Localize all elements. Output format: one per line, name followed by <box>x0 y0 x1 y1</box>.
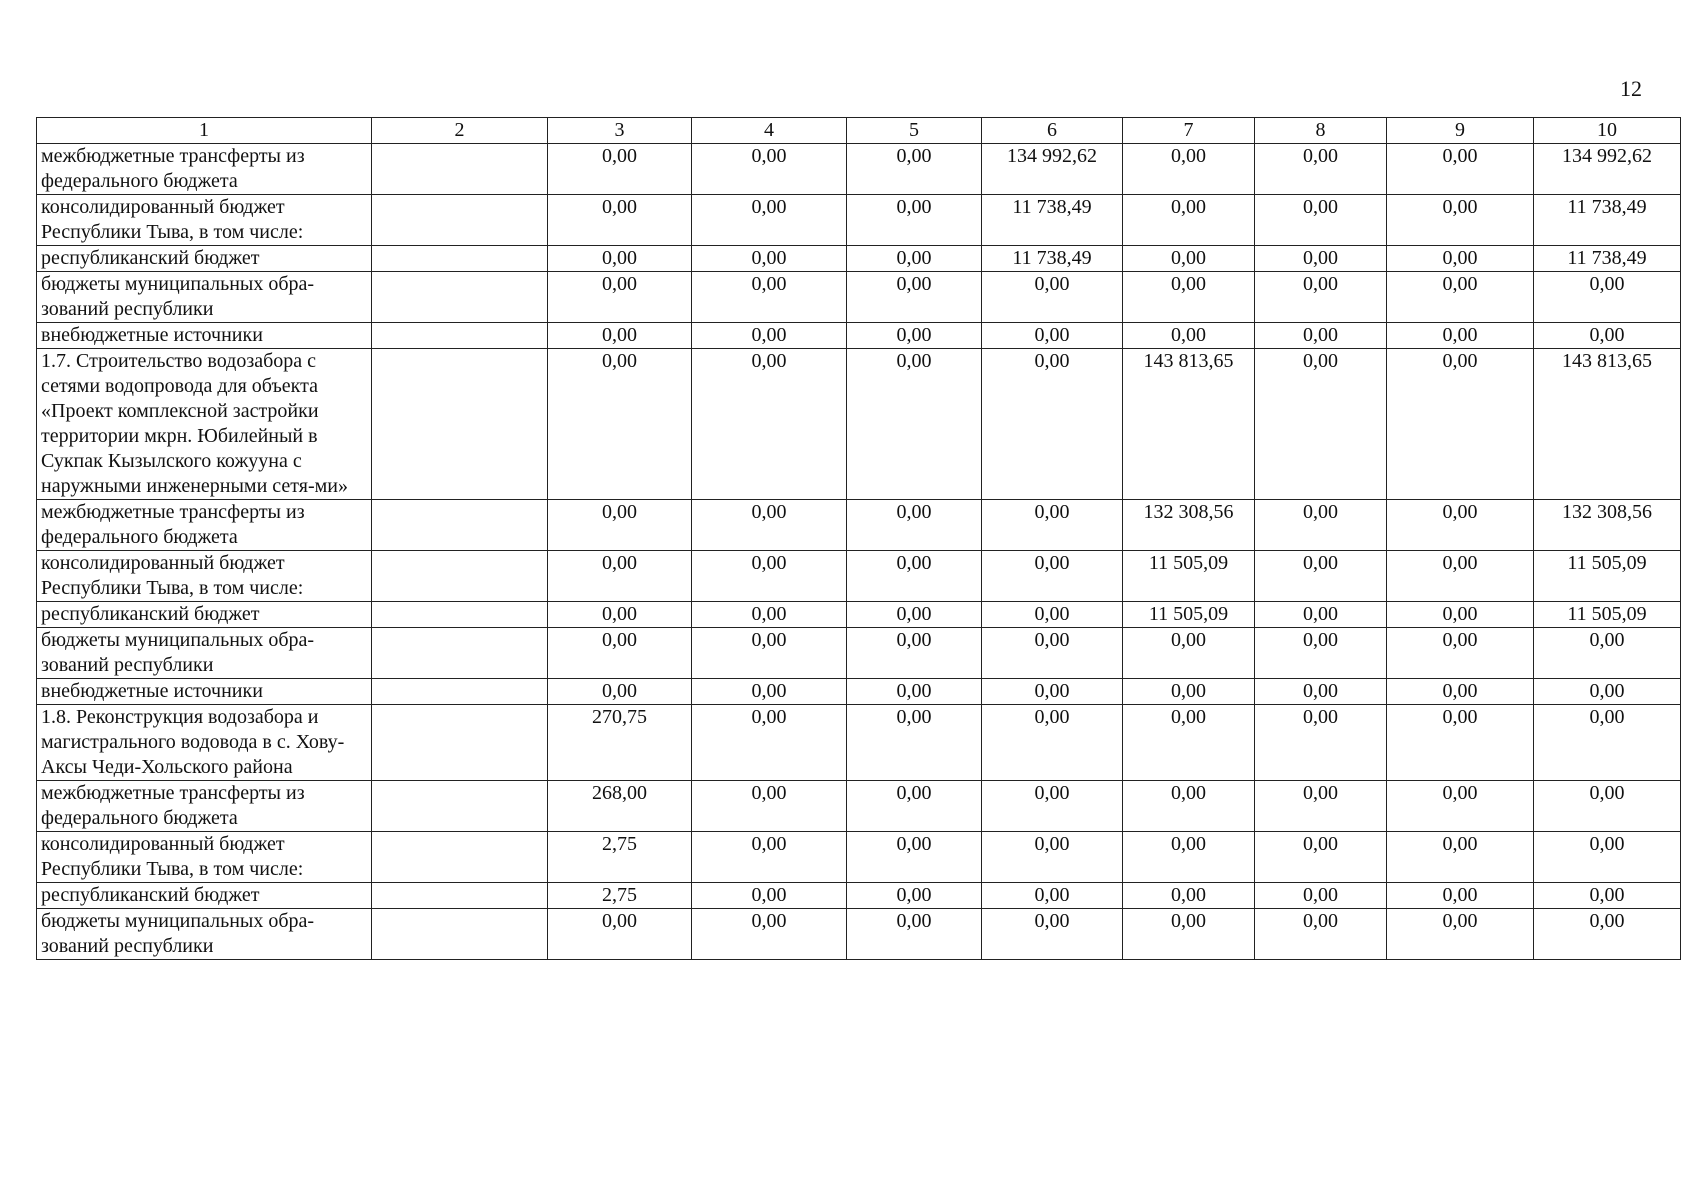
value-cell: 0,00 <box>847 246 982 272</box>
value-cell: 0,00 <box>1387 909 1534 960</box>
value-cell: 0,00 <box>548 195 692 246</box>
value-cell: 0,00 <box>847 832 982 883</box>
value-cell: 0,00 <box>1123 832 1255 883</box>
value-cell: 0,00 <box>1255 909 1387 960</box>
value-cell: 0,00 <box>1123 679 1255 705</box>
row-label: 1.8. Реконструкция водозабора и магистрального водовода в с. Хову-Аксы Чеди-Хольского района <box>37 705 372 781</box>
value-cell: 0,00 <box>692 832 847 883</box>
value-cell: 0,00 <box>982 781 1123 832</box>
value-cell: 0,00 <box>1534 628 1681 679</box>
row-col2-cell <box>372 909 548 960</box>
row-label: бюджеты муниципальных обра-зований республики <box>37 909 372 960</box>
value-cell: 0,00 <box>1123 246 1255 272</box>
value-cell: 0,00 <box>982 705 1123 781</box>
table-row <box>37 705 1681 781</box>
value-cell: 0,00 <box>692 500 847 551</box>
row-label: республиканский бюджет <box>37 602 372 628</box>
value-cell: 0,00 <box>847 909 982 960</box>
value-cell: 0,00 <box>1123 781 1255 832</box>
column-header: 10 <box>1534 118 1681 144</box>
value-cell: 0,00 <box>1255 272 1387 323</box>
value-cell: 0,00 <box>982 500 1123 551</box>
column-number-row <box>37 118 1681 144</box>
value-cell: 11 505,09 <box>1534 551 1681 602</box>
value-cell: 0,00 <box>847 349 982 500</box>
value-cell: 0,00 <box>1255 323 1387 349</box>
row-label: межбюджетные трансферты из федерального бюджета <box>37 781 372 832</box>
value-cell: 0,00 <box>692 272 847 323</box>
value-cell: 0,00 <box>1255 628 1387 679</box>
value-cell: 0,00 <box>1387 272 1534 323</box>
value-cell: 0,00 <box>982 272 1123 323</box>
table-row <box>37 679 1681 705</box>
value-cell: 0,00 <box>1387 679 1534 705</box>
value-cell: 0,00 <box>1255 551 1387 602</box>
value-cell: 270,75 <box>548 705 692 781</box>
value-cell: 0,00 <box>1255 883 1387 909</box>
value-cell: 0,00 <box>1387 781 1534 832</box>
table-row <box>37 909 1681 960</box>
column-header: 1 <box>37 118 372 144</box>
value-cell: 134 992,62 <box>1534 144 1681 195</box>
row-col2-cell <box>372 883 548 909</box>
row-col2-cell <box>372 195 548 246</box>
value-cell: 0,00 <box>548 323 692 349</box>
row-col2-cell <box>372 349 548 500</box>
value-cell: 0,00 <box>847 195 982 246</box>
column-header: 2 <box>372 118 548 144</box>
value-cell: 0,00 <box>847 144 982 195</box>
value-cell: 0,00 <box>847 781 982 832</box>
table-row <box>37 272 1681 323</box>
value-cell: 11 505,09 <box>1534 602 1681 628</box>
value-cell: 0,00 <box>692 195 847 246</box>
table-row <box>37 246 1681 272</box>
value-cell: 0,00 <box>1255 195 1387 246</box>
row-col2-cell <box>372 144 548 195</box>
row-label: бюджеты муниципальных обра-зований республики <box>37 272 372 323</box>
value-cell: 0,00 <box>1387 602 1534 628</box>
table-row <box>37 832 1681 883</box>
value-cell: 11 738,49 <box>982 246 1123 272</box>
value-cell: 0,00 <box>1123 272 1255 323</box>
column-header: 3 <box>548 118 692 144</box>
value-cell: 0,00 <box>1123 628 1255 679</box>
value-cell: 0,00 <box>1534 679 1681 705</box>
value-cell: 0,00 <box>692 349 847 500</box>
value-cell: 0,00 <box>982 909 1123 960</box>
value-cell: 0,00 <box>1123 909 1255 960</box>
value-cell: 0,00 <box>1534 883 1681 909</box>
value-cell: 0,00 <box>982 349 1123 500</box>
value-cell: 0,00 <box>847 500 982 551</box>
value-cell: 11 505,09 <box>1123 602 1255 628</box>
row-col2-cell <box>372 832 548 883</box>
budget-table <box>36 117 1681 960</box>
row-label: республиканский бюджет <box>37 246 372 272</box>
row-label: внебюджетные источники <box>37 323 372 349</box>
value-cell: 0,00 <box>982 679 1123 705</box>
table-row <box>37 602 1681 628</box>
row-col2-cell <box>372 272 548 323</box>
value-cell: 0,00 <box>692 679 847 705</box>
row-label: 1.7. Строительство водозабора с сетями водопровода для объекта «Проект комплексной застройки территории мкрн. Юбилейный в Сукпак Кызылского кожууна с наружными инженерными сетя-ми» <box>37 349 372 500</box>
value-cell: 0,00 <box>1255 246 1387 272</box>
table-row <box>37 628 1681 679</box>
value-cell: 0,00 <box>692 323 847 349</box>
value-cell: 132 308,56 <box>1534 500 1681 551</box>
row-label: консолидированный бюджет Республики Тыва, в том числе: <box>37 551 372 602</box>
value-cell: 0,00 <box>847 883 982 909</box>
value-cell: 0,00 <box>1123 144 1255 195</box>
value-cell: 0,00 <box>1387 323 1534 349</box>
row-col2-cell <box>372 628 548 679</box>
value-cell: 0,00 <box>692 602 847 628</box>
row-label: внебюджетные источники <box>37 679 372 705</box>
value-cell: 0,00 <box>548 909 692 960</box>
value-cell: 134 992,62 <box>982 144 1123 195</box>
value-cell: 0,00 <box>1534 832 1681 883</box>
value-cell: 0,00 <box>548 628 692 679</box>
value-cell: 0,00 <box>692 246 847 272</box>
value-cell: 0,00 <box>548 349 692 500</box>
table-body <box>37 118 1681 960</box>
row-col2-cell <box>372 246 548 272</box>
value-cell: 0,00 <box>1534 781 1681 832</box>
value-cell: 0,00 <box>982 551 1123 602</box>
value-cell: 0,00 <box>692 144 847 195</box>
value-cell: 0,00 <box>982 883 1123 909</box>
table-row <box>37 144 1681 195</box>
value-cell: 0,00 <box>1387 500 1534 551</box>
value-cell: 0,00 <box>1123 883 1255 909</box>
value-cell: 0,00 <box>1123 323 1255 349</box>
table-row <box>37 551 1681 602</box>
row-col2-cell <box>372 500 548 551</box>
page-number: 12 <box>1620 76 1642 101</box>
row-label: бюджеты муниципальных обра-зований республики <box>37 628 372 679</box>
value-cell: 0,00 <box>548 272 692 323</box>
value-cell: 0,00 <box>982 832 1123 883</box>
value-cell: 0,00 <box>1387 705 1534 781</box>
value-cell: 0,00 <box>1255 500 1387 551</box>
value-cell: 0,00 <box>1255 144 1387 195</box>
value-cell: 0,00 <box>1387 832 1534 883</box>
value-cell: 0,00 <box>1255 832 1387 883</box>
table-row <box>37 349 1681 500</box>
table-row <box>37 500 1681 551</box>
row-label: консолидированный бюджет Республики Тыва, в том числе: <box>37 195 372 246</box>
value-cell: 0,00 <box>847 551 982 602</box>
value-cell: 11 738,49 <box>982 195 1123 246</box>
value-cell: 0,00 <box>1255 679 1387 705</box>
value-cell: 0,00 <box>982 602 1123 628</box>
value-cell: 0,00 <box>548 144 692 195</box>
value-cell: 0,00 <box>982 628 1123 679</box>
value-cell: 0,00 <box>692 705 847 781</box>
column-header: 7 <box>1123 118 1255 144</box>
value-cell: 0,00 <box>1387 551 1534 602</box>
row-col2-cell <box>372 781 548 832</box>
value-cell: 0,00 <box>1387 144 1534 195</box>
value-cell: 0,00 <box>548 500 692 551</box>
row-col2-cell <box>372 679 548 705</box>
value-cell: 143 813,65 <box>1123 349 1255 500</box>
table-row <box>37 781 1681 832</box>
row-col2-cell <box>372 602 548 628</box>
value-cell: 0,00 <box>847 602 982 628</box>
row-col2-cell <box>372 323 548 349</box>
column-header: 8 <box>1255 118 1387 144</box>
table-row <box>37 883 1681 909</box>
row-label: межбюджетные трансферты из федерального бюджета <box>37 500 372 551</box>
row-label: межбюджетные трансферты из федерального бюджета <box>37 144 372 195</box>
column-header: 9 <box>1387 118 1534 144</box>
value-cell: 0,00 <box>692 909 847 960</box>
value-cell: 11 738,49 <box>1534 246 1681 272</box>
value-cell: 0,00 <box>548 551 692 602</box>
value-cell: 0,00 <box>692 883 847 909</box>
value-cell: 0,00 <box>1123 705 1255 781</box>
row-col2-cell <box>372 705 548 781</box>
value-cell: 11 738,49 <box>1534 195 1681 246</box>
value-cell: 0,00 <box>548 679 692 705</box>
value-cell: 0,00 <box>548 246 692 272</box>
value-cell: 0,00 <box>1255 349 1387 500</box>
value-cell: 0,00 <box>847 323 982 349</box>
value-cell: 2,75 <box>548 832 692 883</box>
value-cell: 0,00 <box>692 781 847 832</box>
column-header: 4 <box>692 118 847 144</box>
value-cell: 0,00 <box>548 602 692 628</box>
value-cell: 0,00 <box>1534 323 1681 349</box>
value-cell: 0,00 <box>1534 909 1681 960</box>
value-cell: 0,00 <box>1534 272 1681 323</box>
value-cell: 0,00 <box>847 628 982 679</box>
value-cell: 0,00 <box>847 272 982 323</box>
value-cell: 0,00 <box>1387 628 1534 679</box>
column-header: 6 <box>982 118 1123 144</box>
value-cell: 0,00 <box>1534 705 1681 781</box>
row-label: республиканский бюджет <box>37 883 372 909</box>
row-label: консолидированный бюджет Республики Тыва, в том числе: <box>37 832 372 883</box>
value-cell: 132 308,56 <box>1123 500 1255 551</box>
row-col2-cell <box>372 551 548 602</box>
value-cell: 0,00 <box>1387 195 1534 246</box>
value-cell: 268,00 <box>548 781 692 832</box>
value-cell: 2,75 <box>548 883 692 909</box>
value-cell: 0,00 <box>847 679 982 705</box>
table-row <box>37 323 1681 349</box>
value-cell: 0,00 <box>1123 195 1255 246</box>
value-cell: 0,00 <box>692 628 847 679</box>
value-cell: 0,00 <box>692 551 847 602</box>
value-cell: 143 813,65 <box>1534 349 1681 500</box>
value-cell: 0,00 <box>1387 883 1534 909</box>
value-cell: 0,00 <box>847 705 982 781</box>
value-cell: 0,00 <box>982 323 1123 349</box>
value-cell: 0,00 <box>1387 349 1534 500</box>
value-cell: 11 505,09 <box>1123 551 1255 602</box>
value-cell: 0,00 <box>1255 781 1387 832</box>
table-row <box>37 195 1681 246</box>
value-cell: 0,00 <box>1255 705 1387 781</box>
value-cell: 0,00 <box>1387 246 1534 272</box>
value-cell: 0,00 <box>1255 602 1387 628</box>
column-header: 5 <box>847 118 982 144</box>
